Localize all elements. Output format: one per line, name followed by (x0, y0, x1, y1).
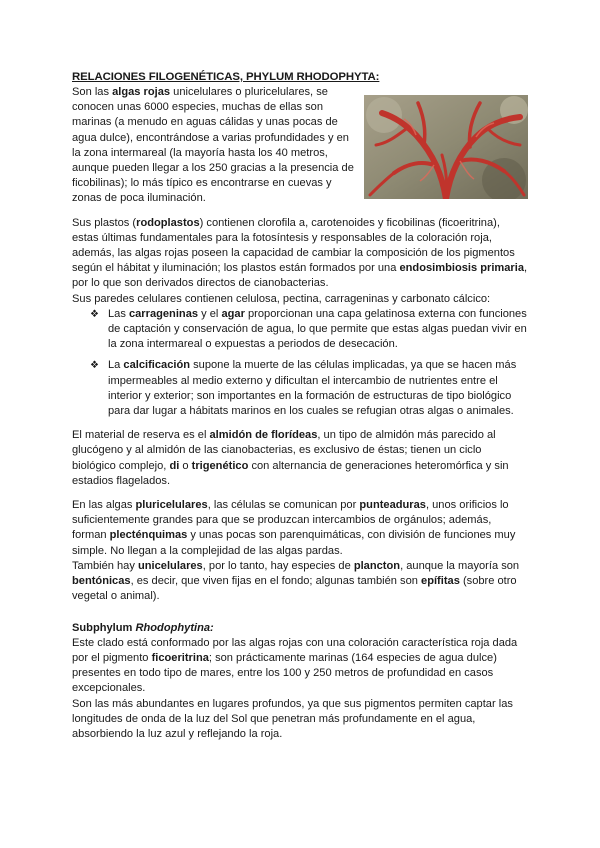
text-run: supone la muerte de las células implicadas, ya que se hacen más impermeables al medio externo y dificultan el intercambio de nutrientes entre el interior y exterior; son importantes en la formación de estructuras de tipo biológico para dar lugar a hábitats marinos en los cuales se refugian otras algas o animales. (108, 359, 517, 418)
intro-paragraph (72, 85, 360, 207)
italic-taxon: Rhodophytina: (135, 621, 214, 634)
bold-term: almidón de florídeas (209, 429, 318, 442)
red-algae-photo-icon (364, 95, 528, 199)
bold-term: agar (221, 307, 245, 320)
reserva-paragraph (72, 428, 528, 489)
bold-term: calcificación (123, 359, 191, 372)
text-run: ) contienen clorofila a, carotenoides y ficobilinas (ficoeritrina), estas últimas fundamentales para la fotosíntesis y responsables de la coloración roja, además, las algas rojas poseen la capacidad de cambiar la composición de los pigmentos según el hábitat y iluminación; los plastos están formados por una (72, 216, 515, 275)
text-run: También hay (72, 559, 138, 572)
text-run: Sus plastos ( (72, 216, 137, 229)
text-run: y unas pocas son parenquimáticas, con división de funciones muy simple. No llegan a la complejidad de las algas pardas. (72, 529, 516, 557)
text-run: proporcionan una capa gelatinosa externa con funciones de captación y conservación de agua, lo que permite que estas algas puedan vivir en la zona intermareal o expuestas a periodos de desecación. (108, 307, 527, 351)
bullet-list (72, 307, 528, 419)
text-run: Subphylum (72, 621, 136, 634)
bold-term: ficoeritrina (151, 651, 209, 664)
text-run: y el (198, 307, 222, 320)
text-run: , un tipo de almidón más parecido al glucógeno y al almidón de las cianobacterias, es exclusivo de éstas; tienen un ciclo biológico complejo, (72, 429, 496, 472)
text-run: Son las (72, 86, 113, 98)
bold-term: rodoplastos (136, 216, 200, 229)
bold-term: plecténquimas (109, 529, 188, 542)
list-item (90, 307, 528, 353)
intro-section (72, 85, 528, 207)
bold-term: bentónicas (72, 575, 131, 588)
text-run: , por lo que son derivados directos de cianobacterias. (72, 262, 528, 290)
bold-term: pluricelulares (135, 499, 208, 512)
text-run: Las (108, 307, 129, 320)
text-run: , es decir, que viven fijas en el fondo; algunas también son (130, 575, 422, 588)
unicelulares-paragraph (72, 559, 528, 605)
text-run: con alternancia de generaciones heteromórfica y sin estadios flagelados. (72, 459, 509, 487)
subphylum-paragraph-1 (72, 636, 528, 697)
text-run: En las algas (72, 499, 136, 512)
text-run: , las células se comunican por (207, 499, 360, 512)
text-run: unicelulares o pluricelulares, se conocen unas 6000 especies, muchas de ellas son marinas (a menudo en aguas cálidas y unas pocas de agua dulce), encontrándose a varias profundidades y en la zona intermareal (la mayoría hasta los 40 metros, aunque pueden llegar a los 250 gracias a la presencia de ficobilinas); lo más típico es encontrarse en cuevas y zonas de poca iluminación. (72, 86, 354, 205)
text-run: (sobre otro vegetal o animal). (72, 575, 517, 603)
document-page (72, 70, 528, 742)
bold-term: algas rojas (112, 86, 171, 98)
text-run: El material de reserva es el (72, 429, 210, 442)
bold-term: punteaduras (359, 499, 426, 512)
bold-term: epífitas (421, 575, 460, 588)
text-run: Este clado está conformado por las algas rojas con una coloración característica roja dada por el pigmento (72, 636, 518, 664)
subphylum-heading (72, 621, 528, 636)
diamond-bullet-icon: ❖ (90, 360, 99, 372)
bold-term: endosimbiosis primaria (399, 262, 525, 275)
bold-term: unicelulares (137, 559, 203, 572)
bold-term: di (169, 459, 180, 472)
text-run: , unos orificios lo suficientemente grandes para que se produzcan intercambios de orgánulos; además, forman (72, 499, 509, 542)
diamond-bullet-icon: ❖ (90, 308, 99, 320)
text-run: , aunque la mayoría son (400, 559, 520, 572)
bold-term: carrageninas (128, 307, 199, 320)
plastos-paragraph (72, 216, 528, 292)
bold-term: trigenético (191, 459, 249, 472)
red-algae-photo (364, 95, 528, 199)
text-run: , por lo tanto, hay especies de (202, 559, 354, 572)
document-title: RELACIONES FILOGENÉTICAS, PHYLUM RHODOPHYTA: (72, 71, 380, 83)
pluricelulares-paragraph (72, 498, 528, 559)
paredes-paragraph: Sus paredes celulares contienen celulosa, pectina, carrageninas y carbonato cálcico: (72, 292, 491, 305)
bold-term: plancton (353, 559, 401, 572)
text-run: La (108, 359, 124, 372)
subphylum-paragraph-2: Son las más abundantes en lugares profundos, ya que sus pigmentos permiten captar las longitudes de onda de la luz del Sol que penetran más profundamente en el agua, absorbiendo la luz azul y reflejando la roja. (72, 697, 513, 740)
text-run: ; son prácticamente marinas (164 especies de agua dulce) presentes en todo tipo de mares, entre los 100 y 250 metros de profundidad en casos excepcionales. (72, 651, 497, 695)
list-item (90, 358, 528, 419)
text-run: o (179, 459, 192, 472)
